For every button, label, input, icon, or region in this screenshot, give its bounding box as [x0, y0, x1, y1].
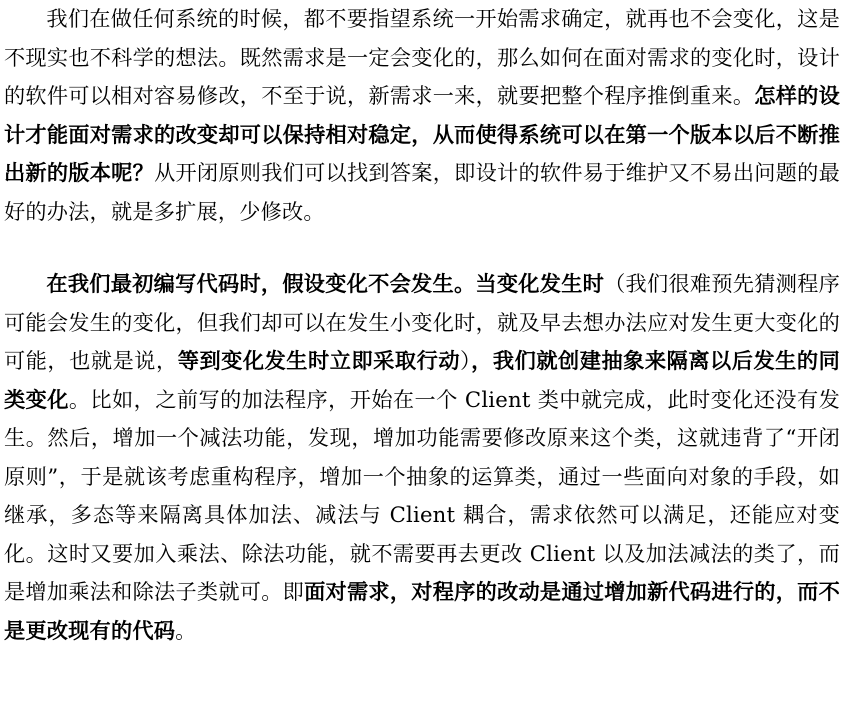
para1-seg1: 我们在做任何系统的时候，都不要指望系统一开始需求确定，就再也不会变化，这是不现实也不科学的想法。既然需求是一定会变化的，那么如何在面对需求的变化时，设计的软件可以相对容易修改，不至于说，新需求一来，就要把整个程序推倒重来。 [4, 6, 840, 108]
para2-seg7-bold: 面对需求，对程序的改动是通过增加新代码进行的，而不是更改现有的代码 [4, 579, 840, 643]
para2-seg3-bold: 等到变化发生时立即采取行动 [177, 348, 461, 373]
para1-seg2-bold: 怎样的设计才能面对需求的改变却可以保持相对稳定，从而使得系统可以在第一个版本以后不断推出新的版本呢？ [4, 83, 840, 185]
para2-seg8: 。 [175, 617, 197, 643]
para2-seg1-bold: 在我们最初编写代码时，假设变化不会发生。当变化发生时 [46, 271, 605, 296]
paragraph-1 [4, 0, 840, 231]
para2-seg5-bold: ，我们就创建抽象来隔离以后发生的同类变化 [4, 348, 841, 412]
para1-seg3: 从开闭原则我们可以找到答案，即设计的软件易于维护又不易出问题的最好的办法，就是多扩展，少修改。 [4, 160, 840, 224]
para2-seg2: （我们很难预先猜测程序可能会发生的变化，但我们却可以在发生小变化时，就及早去想办法应对发生更大变化的可能，也就是说， [4, 271, 841, 373]
para2-seg4: ） [460, 348, 472, 373]
paragraph-2 [4, 265, 840, 650]
para2-seg6: 。比如，之前写的加法程序，开始在一个 Client 类中就完成，此时变化还没有发生。然后，增加一个减法功能，发现，增加功能需要修改原来这个类，这就违背了“开闭原则”，于是就该考虑重构程序，增加一个抽象的运算类，通过一些面向对象的手段，如继承，多态等来隔离具体加法、减法与 Client 耦合，需求依然可以满足，还能应对变化。这时又要加入乘法、除法功能，就不需要再去更改 Client 以及加法减法的类了，而是增加乘法和除法子类就可。即 [4, 386, 840, 604]
